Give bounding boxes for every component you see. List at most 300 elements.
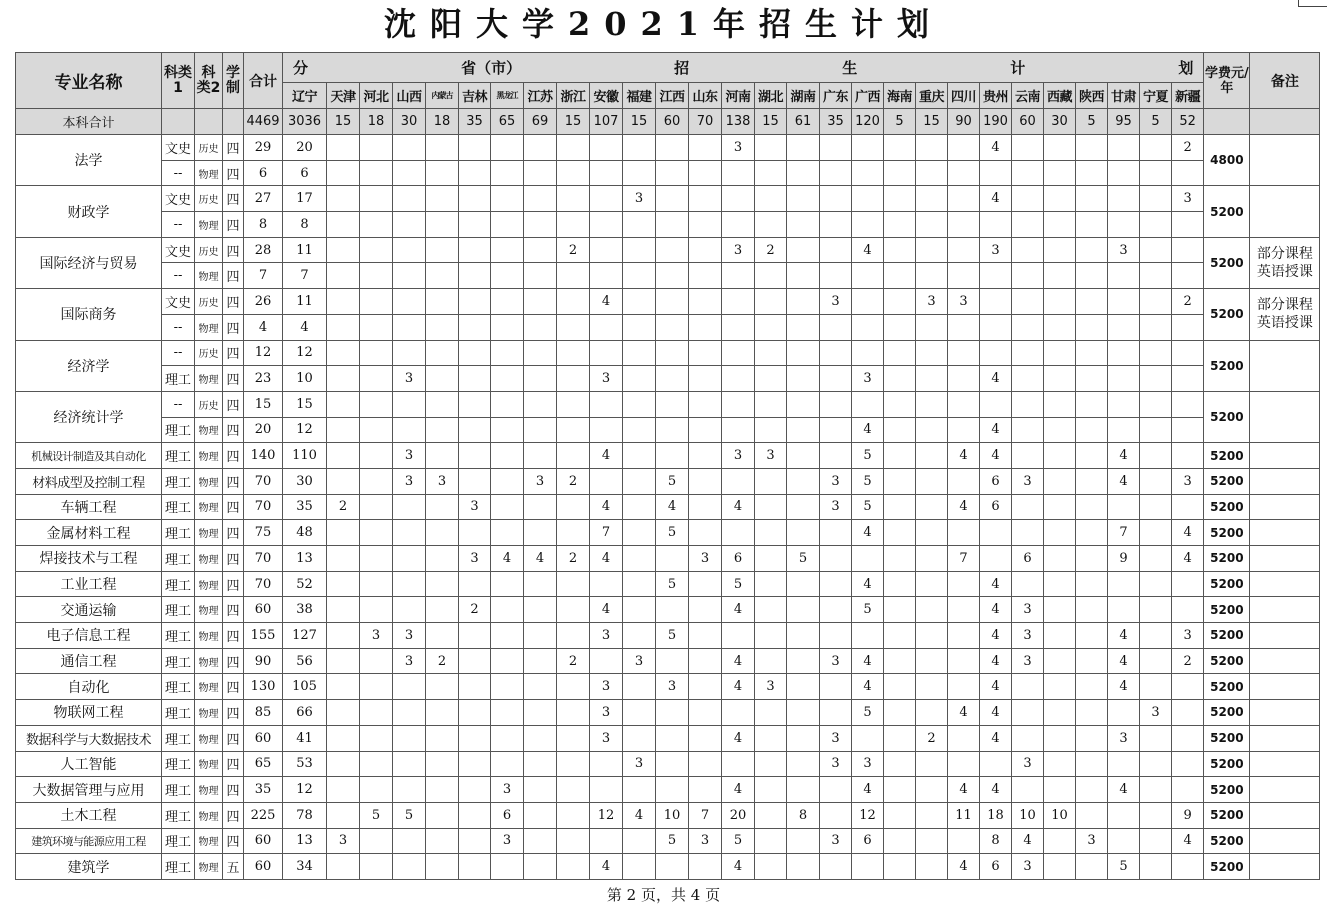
province-quota xyxy=(524,417,557,443)
province-quota xyxy=(820,186,852,212)
province-quota xyxy=(755,417,787,443)
province-quota xyxy=(393,854,426,880)
tuition-fee: 5200 xyxy=(1204,186,1250,237)
province-quota xyxy=(755,263,787,289)
province-quota: 3 xyxy=(491,828,524,854)
province-quota xyxy=(656,700,689,726)
totals-province-value: 52 xyxy=(1172,109,1204,135)
province-quota xyxy=(459,468,491,494)
category-1: 理工 xyxy=(162,828,195,854)
remark xyxy=(1250,135,1320,186)
province-quota xyxy=(884,160,916,186)
remark xyxy=(1250,828,1320,854)
totals-province-value: 30 xyxy=(393,109,426,135)
province-quota xyxy=(980,289,1012,315)
major-name: 物联网工程 xyxy=(16,700,162,726)
duration: 四 xyxy=(223,623,244,649)
province-quota: 3 xyxy=(1012,648,1044,674)
row-total: 140 xyxy=(244,443,283,469)
province-quota: 56 xyxy=(283,648,327,674)
province-quota xyxy=(755,135,787,161)
province-quota xyxy=(393,828,426,854)
province-quota xyxy=(884,494,916,520)
remark xyxy=(1250,648,1320,674)
row-total: 15 xyxy=(244,391,283,417)
enrollment-plan-table xyxy=(15,52,1320,880)
province-quota: 3 xyxy=(623,648,656,674)
header-province: 河北 xyxy=(360,83,393,109)
province-quota xyxy=(916,314,948,340)
province-quota xyxy=(689,263,722,289)
tuition-fee: 5200 xyxy=(1204,777,1250,803)
province-quota xyxy=(1108,289,1140,315)
province-quota xyxy=(1076,623,1108,649)
province-quota xyxy=(820,777,852,803)
province-quota xyxy=(852,135,884,161)
province-quota xyxy=(948,212,980,238)
province-quota xyxy=(491,417,524,443)
province-quota xyxy=(360,237,393,263)
province-quota xyxy=(426,391,459,417)
province-quota xyxy=(524,802,557,828)
province-quota xyxy=(327,314,360,340)
province-quota xyxy=(787,160,820,186)
province-quota xyxy=(1076,314,1108,340)
province-quota: 3 xyxy=(1012,597,1044,623)
province-quota xyxy=(360,443,393,469)
province-quota xyxy=(524,263,557,289)
header-span-char: 招 xyxy=(674,59,690,77)
totals-province-value: 3036 xyxy=(283,109,327,135)
province-quota xyxy=(1044,468,1076,494)
province-quota xyxy=(689,340,722,366)
totals-province-value: 61 xyxy=(787,109,820,135)
remark: 部分课程英语授课 xyxy=(1250,237,1320,288)
header-province: 新疆 xyxy=(1172,83,1204,109)
province-quota xyxy=(1044,443,1076,469)
province-quota xyxy=(327,391,360,417)
row-total: 70 xyxy=(244,468,283,494)
province-quota: 34 xyxy=(283,854,327,880)
province-quota xyxy=(623,160,656,186)
province-quota xyxy=(980,546,1012,572)
province-quota: 4 xyxy=(491,546,524,572)
category-2: 物理 xyxy=(195,648,223,674)
province-quota xyxy=(948,340,980,366)
province-quota xyxy=(948,648,980,674)
row-total: 70 xyxy=(244,571,283,597)
province-quota xyxy=(948,160,980,186)
province-quota xyxy=(1076,571,1108,597)
header-province: 甘肃 xyxy=(1108,83,1140,109)
row-total: 60 xyxy=(244,828,283,854)
tuition-fee: 5200 xyxy=(1204,520,1250,546)
province-quota xyxy=(360,854,393,880)
province-quota xyxy=(1108,135,1140,161)
province-quota xyxy=(557,802,590,828)
remark xyxy=(1250,623,1320,649)
category-2: 物理 xyxy=(195,854,223,880)
category-2: 历史 xyxy=(195,186,223,212)
duration: 四 xyxy=(223,777,244,803)
major-name: 法学 xyxy=(16,135,162,186)
duration: 四 xyxy=(223,135,244,161)
header-province: 江西 xyxy=(656,83,689,109)
province-quota xyxy=(787,186,820,212)
province-quota xyxy=(1044,366,1076,392)
province-quota xyxy=(916,828,948,854)
province-quota xyxy=(689,391,722,417)
province-quota xyxy=(1172,314,1204,340)
province-quota xyxy=(787,366,820,392)
province-quota xyxy=(360,700,393,726)
province-quota xyxy=(491,186,524,212)
province-quota xyxy=(590,314,623,340)
province-quota xyxy=(948,751,980,777)
province-quota: 5 xyxy=(722,571,755,597)
province-quota xyxy=(722,700,755,726)
province-quota xyxy=(884,854,916,880)
totals-province-value: 107 xyxy=(590,109,623,135)
province-quota xyxy=(360,648,393,674)
duration: 四 xyxy=(223,212,244,238)
page-footer: 第 2 页，共 4 页 xyxy=(606,886,721,904)
province-quota xyxy=(327,520,360,546)
province-quota xyxy=(491,135,524,161)
province-quota xyxy=(557,135,590,161)
header-province: 安徽 xyxy=(590,83,623,109)
duration: 四 xyxy=(223,648,244,674)
province-quota xyxy=(948,468,980,494)
province-quota xyxy=(916,520,948,546)
province-quota xyxy=(1044,700,1076,726)
province-quota xyxy=(491,700,524,726)
province-quota xyxy=(360,468,393,494)
province-quota xyxy=(459,777,491,803)
province-quota xyxy=(787,700,820,726)
province-quota xyxy=(884,135,916,161)
province-quota xyxy=(393,494,426,520)
province-quota xyxy=(426,597,459,623)
province-quota xyxy=(884,751,916,777)
province-quota xyxy=(884,314,916,340)
province-quota xyxy=(656,443,689,469)
province-quota xyxy=(948,314,980,340)
province-quota xyxy=(948,623,980,649)
totals-province-value: 65 xyxy=(491,109,524,135)
province-quota xyxy=(360,417,393,443)
duration: 四 xyxy=(223,340,244,366)
province-quota xyxy=(459,571,491,597)
category-2: 物理 xyxy=(195,160,223,186)
province-quota xyxy=(916,648,948,674)
totals-province-value: 60 xyxy=(656,109,689,135)
header-province: 福建 xyxy=(623,83,656,109)
province-quota xyxy=(755,494,787,520)
province-quota: 3 xyxy=(1012,468,1044,494)
province-quota xyxy=(1076,546,1108,572)
tuition-fee: 5200 xyxy=(1204,289,1250,340)
province-quota xyxy=(787,237,820,263)
province-quota: 5 xyxy=(656,520,689,546)
province-quota xyxy=(590,263,623,289)
province-quota: 3 xyxy=(722,443,755,469)
province-quota: 3 xyxy=(1012,623,1044,649)
province-quota xyxy=(689,700,722,726)
province-quota: 3 xyxy=(1012,854,1044,880)
header-province: 贵州 xyxy=(980,83,1012,109)
province-quota: 11 xyxy=(948,802,980,828)
province-quota xyxy=(916,597,948,623)
province-quota xyxy=(787,314,820,340)
province-quota xyxy=(524,725,557,751)
province-quota: 4 xyxy=(1012,828,1044,854)
province-quota xyxy=(916,135,948,161)
province-quota xyxy=(656,263,689,289)
province-quota xyxy=(360,391,393,417)
province-quota: 3 xyxy=(722,237,755,263)
province-quota xyxy=(916,751,948,777)
province-quota xyxy=(459,237,491,263)
province-quota xyxy=(884,443,916,469)
province-quota xyxy=(755,802,787,828)
major-name: 材料成型及控制工程 xyxy=(16,468,162,494)
province-quota xyxy=(820,212,852,238)
province-quota: 9 xyxy=(1172,802,1204,828)
province-quota xyxy=(1108,212,1140,238)
province-quota xyxy=(1172,777,1204,803)
province-quota xyxy=(327,263,360,289)
category-1: 理工 xyxy=(162,546,195,572)
province-quota: 3 xyxy=(689,546,722,572)
row-total: 26 xyxy=(244,289,283,315)
province-quota xyxy=(459,648,491,674)
province-quota: 3 xyxy=(590,366,623,392)
province-quota xyxy=(1044,160,1076,186)
province-quota xyxy=(459,186,491,212)
province-quota: 4 xyxy=(948,854,980,880)
table-row xyxy=(16,186,1320,212)
province-quota xyxy=(590,186,623,212)
province-quota: 12 xyxy=(590,802,623,828)
province-quota: 2 xyxy=(557,237,590,263)
category-2: 历史 xyxy=(195,237,223,263)
province-quota xyxy=(948,571,980,597)
province-quota xyxy=(524,623,557,649)
province-quota xyxy=(623,725,656,751)
province-quota: 4 xyxy=(948,443,980,469)
header-province: 内蒙古 xyxy=(426,83,459,109)
duration: 四 xyxy=(223,725,244,751)
province-quota xyxy=(852,289,884,315)
province-quota xyxy=(755,186,787,212)
remark xyxy=(1250,340,1320,391)
header-province: 湖北 xyxy=(755,83,787,109)
province-quota: 53 xyxy=(283,751,327,777)
province-quota xyxy=(1076,135,1108,161)
province-quota xyxy=(689,494,722,520)
tuition-fee: 5200 xyxy=(1204,725,1250,751)
remark xyxy=(1250,571,1320,597)
province-quota xyxy=(1108,314,1140,340)
province-quota xyxy=(820,443,852,469)
province-quota xyxy=(491,443,524,469)
province-quota xyxy=(623,417,656,443)
province-quota xyxy=(948,674,980,700)
province-quota xyxy=(884,623,916,649)
province-quota: 3 xyxy=(491,777,524,803)
province-quota xyxy=(393,135,426,161)
province-quota xyxy=(590,468,623,494)
province-quota xyxy=(426,340,459,366)
table-row xyxy=(16,366,1320,392)
province-quota xyxy=(689,186,722,212)
remark xyxy=(1250,520,1320,546)
province-quota xyxy=(459,520,491,546)
province-quota: 3 xyxy=(820,648,852,674)
province-quota xyxy=(590,648,623,674)
province-quota xyxy=(689,854,722,880)
province-quota xyxy=(557,828,590,854)
province-quota: 3 xyxy=(393,648,426,674)
totals-province-value: 5 xyxy=(884,109,916,135)
province-quota xyxy=(787,777,820,803)
duration: 四 xyxy=(223,417,244,443)
province-quota: 3 xyxy=(755,674,787,700)
province-quota xyxy=(491,648,524,674)
category-2: 物理 xyxy=(195,777,223,803)
province-quota xyxy=(1012,263,1044,289)
province-quota: 3 xyxy=(590,700,623,726)
province-quota: 12 xyxy=(283,777,327,803)
province-quota xyxy=(787,751,820,777)
province-quota xyxy=(327,802,360,828)
province-quota xyxy=(393,597,426,623)
row-total: 35 xyxy=(244,777,283,803)
province-quota xyxy=(327,289,360,315)
header-total: 合计 xyxy=(244,53,283,109)
province-quota xyxy=(426,674,459,700)
province-quota xyxy=(1012,700,1044,726)
category-2: 物理 xyxy=(195,546,223,572)
province-quota xyxy=(360,546,393,572)
duration: 四 xyxy=(223,186,244,212)
province-quota xyxy=(1044,777,1076,803)
province-quota xyxy=(1076,700,1108,726)
category-2: 物理 xyxy=(195,802,223,828)
province-quota: 4 xyxy=(623,802,656,828)
category-2: 物理 xyxy=(195,597,223,623)
province-quota xyxy=(426,725,459,751)
province-quota xyxy=(393,289,426,315)
major-name: 建筑学 xyxy=(16,854,162,880)
header-span-char: 分 xyxy=(293,59,309,77)
province-quota: 4 xyxy=(852,648,884,674)
category-2: 物理 xyxy=(195,674,223,700)
totals-label: 本科合计 xyxy=(16,109,162,135)
province-quota xyxy=(426,700,459,726)
province-quota xyxy=(722,751,755,777)
totals-province-value: 18 xyxy=(360,109,393,135)
province-quota: 4 xyxy=(980,777,1012,803)
province-quota xyxy=(623,623,656,649)
province-quota xyxy=(980,340,1012,366)
totals-blank xyxy=(195,109,223,135)
province-quota: 4 xyxy=(948,494,980,520)
province-quota xyxy=(787,417,820,443)
province-quota xyxy=(557,186,590,212)
province-quota: 3 xyxy=(820,828,852,854)
table-row xyxy=(16,314,1320,340)
duration: 四 xyxy=(223,520,244,546)
province-quota xyxy=(1076,237,1108,263)
province-quota xyxy=(689,135,722,161)
province-quota: 4 xyxy=(980,186,1012,212)
province-quota xyxy=(327,366,360,392)
remark xyxy=(1250,854,1320,880)
province-quota xyxy=(557,443,590,469)
province-quota xyxy=(524,340,557,366)
province-quota: 38 xyxy=(283,597,327,623)
province-quota xyxy=(852,340,884,366)
province-quota: 4 xyxy=(722,494,755,520)
province-quota: 4 xyxy=(590,597,623,623)
table-row xyxy=(16,597,1320,623)
province-quota: 30 xyxy=(283,468,327,494)
province-quota xyxy=(524,237,557,263)
province-quota: 3 xyxy=(459,546,491,572)
province-quota xyxy=(1044,494,1076,520)
province-quota xyxy=(1172,725,1204,751)
province-quota: 3 xyxy=(1140,700,1172,726)
province-quota xyxy=(948,135,980,161)
province-quota: 4 xyxy=(1108,777,1140,803)
major-name: 工业工程 xyxy=(16,571,162,597)
province-quota xyxy=(459,135,491,161)
tuition-fee: 5200 xyxy=(1204,340,1250,391)
province-quota xyxy=(426,571,459,597)
province-quota xyxy=(916,674,948,700)
province-quota: 7 xyxy=(283,263,327,289)
header-span-char: 省（市） xyxy=(461,59,522,77)
province-quota xyxy=(755,314,787,340)
province-quota xyxy=(820,674,852,700)
province-quota: 5 xyxy=(852,494,884,520)
header-province: 天津 xyxy=(327,83,360,109)
province-quota xyxy=(491,314,524,340)
province-quota xyxy=(1108,366,1140,392)
totals-blank xyxy=(162,109,195,135)
province-quota xyxy=(820,417,852,443)
province-quota xyxy=(755,340,787,366)
province-quota: 2 xyxy=(916,725,948,751)
province-quota xyxy=(1012,135,1044,161)
row-total: 90 xyxy=(244,648,283,674)
province-quota xyxy=(1076,648,1108,674)
tuition-fee: 5200 xyxy=(1204,571,1250,597)
province-quota xyxy=(491,391,524,417)
province-quota xyxy=(884,237,916,263)
province-quota: 3 xyxy=(755,443,787,469)
province-quota xyxy=(722,314,755,340)
province-quota: 20 xyxy=(722,802,755,828)
totals-province-value: 18 xyxy=(426,109,459,135)
province-quota xyxy=(524,314,557,340)
province-quota xyxy=(459,802,491,828)
header-province-plan xyxy=(283,53,1204,83)
province-quota xyxy=(852,186,884,212)
province-quota xyxy=(656,854,689,880)
